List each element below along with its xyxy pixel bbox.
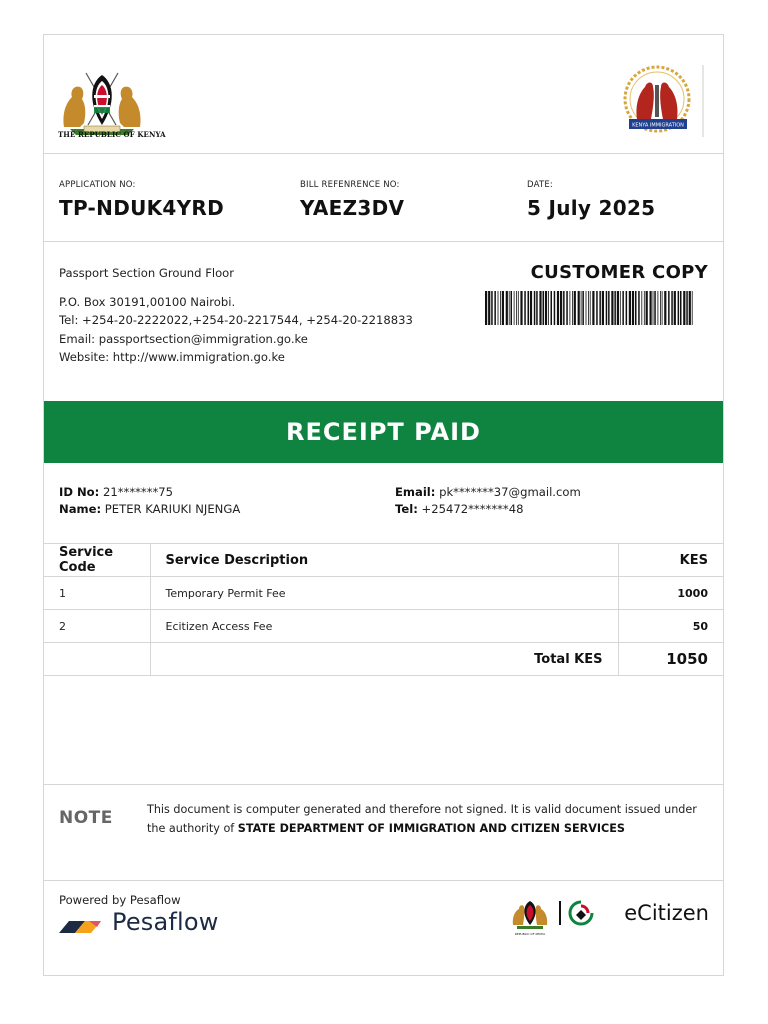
table-row <box>44 610 723 643</box>
tel-value: +25472*******48 <box>421 502 524 516</box>
barcode-icon <box>485 291 695 325</box>
note-text <box>147 800 707 838</box>
service-description-cell: Ecitizen Access Fee <box>150 610 618 643</box>
bill-reference-block <box>300 180 404 220</box>
id-number-value: 21*******75 <box>102 485 174 499</box>
total-value: 1050 <box>618 643 723 676</box>
column-header-service-description: Service Description <box>150 544 618 577</box>
republic-caption: THE REPUBLIC OF KENYA <box>58 130 166 139</box>
column-header-kes: KES <box>618 544 723 577</box>
ecitizen-coat-caption: REPUBLIC OF KENYA <box>514 932 546 936</box>
services-table <box>44 543 723 676</box>
name-row <box>59 501 240 518</box>
note-title: NOTE <box>59 808 113 828</box>
bill-reference-label: BILL REFENRENCE NO: <box>300 180 400 190</box>
empty-cell <box>44 643 150 676</box>
date-value: 5 July 2025 <box>527 196 656 220</box>
office-address <box>59 264 413 367</box>
application-number-value: TP-NDUK4YRD <box>59 196 225 220</box>
service-code-cell: 1 <box>44 577 150 610</box>
bill-reference-value: YAEZ3DV <box>300 196 405 220</box>
kenya-immigration-logo-icon <box>615 65 705 137</box>
note-body: This document is computer generated and therefore not signed. It is valid document issued under the authority of <box>147 803 697 835</box>
customer-info-left <box>59 484 240 518</box>
application-number-block <box>59 180 224 220</box>
service-amount-cell: 1000 <box>618 577 723 610</box>
column-header-service-code: Service Code <box>44 544 150 577</box>
pesaflow-logo-icon <box>59 911 109 939</box>
id-number-label: ID No: <box>59 485 100 499</box>
address-line: P.O. Box 30191,00100 Nairobi. <box>59 294 236 309</box>
tel-row <box>395 501 581 518</box>
name-label: Name: <box>59 502 102 516</box>
email-label: Email: <box>395 485 436 499</box>
customer-copy-label: CUSTOMER COPY <box>530 262 708 283</box>
ecitizen-brand <box>509 893 709 939</box>
email-row <box>395 484 581 501</box>
service-description-cell: Temporary Permit Fee <box>150 577 618 610</box>
table-header-row <box>44 544 723 577</box>
service-code-cell: 2 <box>44 610 150 643</box>
name-value: PETER KARIUKI NJENGA <box>104 502 241 516</box>
date-label: DATE: <box>527 180 553 190</box>
divider <box>44 153 723 154</box>
id-number-row <box>59 484 240 501</box>
pesaflow-wordmark: Pesaflow <box>112 908 219 936</box>
table-total-row <box>44 643 723 676</box>
divider <box>44 880 723 881</box>
address-line: Passport Section Ground Floor <box>59 266 235 280</box>
receipt-document <box>43 34 724 976</box>
address-email: Email: passportsection@immigration.go.ke <box>59 331 308 346</box>
date-block <box>527 180 655 220</box>
service-amount-cell: 50 <box>618 610 723 643</box>
customer-info-right <box>395 484 581 518</box>
address-website: Website: http://www.immigration.go.ke <box>59 350 285 364</box>
immigration-logo-text: KENYA IMMIGRATION <box>632 122 684 129</box>
receipt-paid-banner: RECEIPT PAID <box>44 401 723 463</box>
powered-by-text: Powered by Pesaflow <box>59 893 181 907</box>
note-authority: STATE DEPARTMENT OF IMMIGRATION AND CITIZEN SERVICES <box>237 822 625 835</box>
divider <box>44 241 723 242</box>
kenya-coat-small-icon <box>509 893 555 939</box>
ecitizen-wordmark: eCitizen <box>624 901 709 925</box>
divider <box>44 784 723 785</box>
total-label: Total KES <box>150 643 618 676</box>
application-number-label: APPLICATION NO: <box>59 180 136 190</box>
address-phone: Tel: +254-20-2222022,+254-20-2217544, +254-20-2218833 <box>59 313 413 327</box>
email-value: pk*******37@gmail.com <box>439 485 581 499</box>
table-row <box>44 577 723 610</box>
ecitizen-logo-icon <box>567 899 595 927</box>
brand-divider <box>559 901 561 925</box>
tel-label: Tel: <box>395 502 418 516</box>
